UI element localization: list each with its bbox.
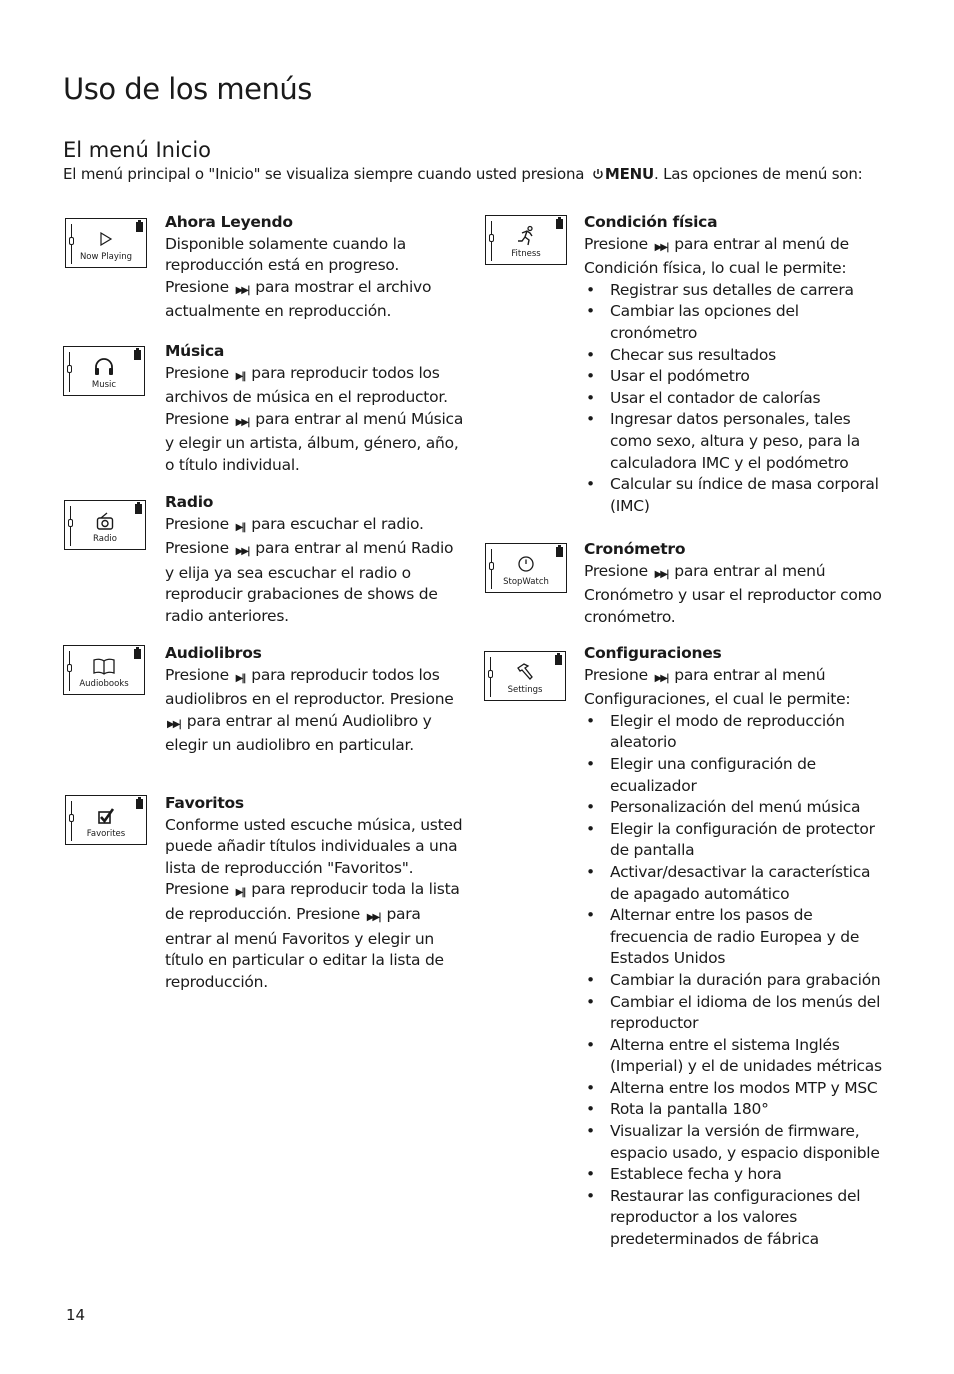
runner-icon xyxy=(486,225,566,247)
radio-text: para entrar al menú Radio y elija ya sea escuchar el radio o reproducir grabaciones de shows de radio anteriores. xyxy=(165,539,454,625)
headphones-icon xyxy=(64,356,144,378)
list-item: • Elegir la configuración de protector de pantalla xyxy=(584,819,884,862)
intro-after: . Las opciones de menú son: xyxy=(653,165,863,183)
favorites-body xyxy=(165,815,465,994)
stopwatch-body xyxy=(584,561,884,629)
settings-heading: Configuraciones xyxy=(584,644,722,662)
clock-icon xyxy=(486,553,566,575)
now-playing-heading: Ahora Leyendo xyxy=(165,213,293,231)
power-icon xyxy=(592,168,604,180)
music-screen-thumbnail xyxy=(63,346,145,396)
skip-forward-icon: ▶▶| xyxy=(654,241,668,253)
skip-forward-icon: ▶▶| xyxy=(235,546,249,558)
fitness-heading: Condición física xyxy=(584,213,718,231)
stopwatch-description xyxy=(584,539,884,628)
skip-forward-icon: ▶▶| xyxy=(366,911,380,923)
skip-forward-icon: ▶▶| xyxy=(235,416,249,428)
favorites-heading: Favoritos xyxy=(165,794,244,812)
screen-label: StopWatch xyxy=(503,577,549,587)
screen-label: Settings xyxy=(507,685,543,695)
intro-text xyxy=(63,164,863,185)
play-pause-icon: ▶|| xyxy=(235,370,245,382)
radio-screen-thumbnail xyxy=(64,500,146,550)
audiobooks-text: Presione xyxy=(165,665,229,684)
list-item: • Restaurar las configuraciones del reproductor a los valores predeterminados de fábrica xyxy=(584,1186,884,1251)
book-icon xyxy=(64,655,144,677)
list-item: • Registrar sus detalles de carrera xyxy=(584,280,884,302)
now-playing-text: Disponible solamente cuando la reproducción está en progreso. Presione xyxy=(165,234,406,296)
now-playing-text: para mostrar el archivo actualmente en reproducción. xyxy=(165,277,432,321)
settings-description xyxy=(584,643,884,1251)
list-item: • Alterna entre el sistema Inglés (Imperial) y el de unidades métricas xyxy=(584,1035,884,1078)
list-item: • Rota la pantalla 180° xyxy=(584,1099,884,1121)
intro-menu-label: MENU xyxy=(604,165,654,183)
list-item: • Cambiar las opciones del cronómetro xyxy=(584,301,884,344)
radio-text: Presione xyxy=(165,514,229,533)
radio-description xyxy=(165,492,465,628)
play-pause-icon: ▶|| xyxy=(235,521,245,533)
play-icon xyxy=(66,228,146,250)
page-number: 14 xyxy=(66,1306,86,1324)
radio-heading: Radio xyxy=(165,493,214,511)
now-playing-description xyxy=(165,212,465,323)
list-item: • Elegir una configuración de ecualizador xyxy=(584,754,884,797)
list-item: • Calcular su índice de masa corporal (IMC) xyxy=(584,474,884,517)
intro-before: El menú principal o "Inicio" se visualiza siempre cuando usted presiona xyxy=(63,165,585,183)
audiobooks-description xyxy=(165,643,465,757)
fitness-description xyxy=(584,212,884,517)
music-text: para entrar al menú Música y elegir un artista, álbum, género, año, o título individual. xyxy=(165,409,464,474)
settings-text: Presione xyxy=(584,665,648,684)
favorites-text: Conforme usted escuche música, usted puede añadir títulos individuales a una lista de reproducción "Favoritos". Presione xyxy=(165,815,463,899)
audiobooks-text: para entrar al menú Audiolibro y elegir un audiolibro en particular. xyxy=(165,711,432,755)
settings-screen-thumbnail xyxy=(484,651,566,701)
settings-options-list xyxy=(584,711,884,1251)
now-playing-screen-thumbnail xyxy=(65,218,147,268)
favorites-text: para entrar al menú Favoritos y elegir un título en particular o editar la lista de reproducción. xyxy=(165,904,444,991)
play-pause-icon: ▶|| xyxy=(235,887,245,899)
settings-text: para entrar al menú Configuraciones, el cual le permite: xyxy=(584,665,851,709)
music-text: Presione xyxy=(165,363,229,382)
skip-forward-icon: ▶▶| xyxy=(235,284,249,296)
stopwatch-screen-thumbnail xyxy=(485,543,567,593)
list-item: • Usar el contador de calorías xyxy=(584,388,884,410)
radio-text: para escuchar el radio. Presione xyxy=(165,514,424,558)
list-item: • Cambiar el idioma de los menús del reproductor xyxy=(584,992,884,1035)
list-item: • Checar sus resultados xyxy=(584,345,884,367)
screen-label: Now Playing xyxy=(79,252,133,262)
fitness-text: para entrar al menú de Condición física, lo cual le permite: xyxy=(584,234,849,278)
list-item: • Activar/desactivar la característica de apagado automático xyxy=(584,862,884,905)
screen-label: Music xyxy=(91,380,117,390)
list-item: • Establece fecha y hora xyxy=(584,1164,884,1186)
radio-body xyxy=(165,514,465,628)
section-title: El menú Inicio xyxy=(63,138,212,162)
hammer-icon xyxy=(485,661,565,683)
music-heading: Música xyxy=(165,342,225,360)
screen-label: Fitness xyxy=(511,249,541,259)
music-text: para reproducir todos los archivos de música en el reproductor. Presione xyxy=(165,363,448,428)
skip-forward-icon: ▶▶| xyxy=(167,718,181,730)
screen-label: Favorites xyxy=(86,829,126,839)
list-item: • Alternar entre los pasos de frecuencia de radio Europea y de Estados Unidos xyxy=(584,905,884,970)
stopwatch-text: para entrar al menú Cronómetro y usar el reproductor como cronómetro. xyxy=(584,561,882,626)
favorites-screen-thumbnail xyxy=(65,795,147,845)
stopwatch-heading: Cronómetro xyxy=(584,540,686,558)
list-item: • Usar el podómetro xyxy=(584,366,884,388)
fitness-body xyxy=(584,234,884,280)
skip-forward-icon: ▶▶| xyxy=(654,568,668,580)
settings-body xyxy=(584,665,884,711)
now-playing-body xyxy=(165,234,465,323)
list-item: • Cambiar la duración para grabación xyxy=(584,970,884,992)
screen-label: Radio xyxy=(93,534,117,544)
screen-label: Audiobooks xyxy=(79,679,129,689)
music-body xyxy=(165,363,465,477)
stopwatch-text: Presione xyxy=(584,561,648,580)
checkbox-check-icon xyxy=(66,805,146,827)
list-item: • Ingresar datos personales, tales como sexo, altura y peso, para la calculadora IMC y el podómetro xyxy=(584,409,884,474)
fitness-screen-thumbnail xyxy=(485,215,567,265)
audiobooks-heading: Audiolibros xyxy=(165,644,262,662)
fitness-options-list xyxy=(584,280,884,518)
list-item: • Visualizar la versión de firmware, espacio usado, y espacio disponible xyxy=(584,1121,884,1164)
music-description xyxy=(165,341,465,477)
list-item: • Elegir el modo de reproducción aleatorio xyxy=(584,711,884,754)
audiobooks-body xyxy=(165,665,465,757)
radio-icon xyxy=(65,510,145,532)
list-item: • Alterna entre los modos MTP y MSC xyxy=(584,1078,884,1100)
favorites-text: para reproducir toda la lista de reproducción. Presione xyxy=(165,880,460,923)
page-title: Uso de los menús xyxy=(63,72,312,106)
audiobooks-text: para reproducir todos los audiolibros en el reproductor. Presione xyxy=(165,665,454,709)
skip-forward-icon: ▶▶| xyxy=(654,672,668,684)
favorites-description xyxy=(165,793,465,993)
list-item: • Personalización del menú música xyxy=(584,797,884,819)
fitness-text: Presione xyxy=(584,234,648,253)
audiobooks-screen-thumbnail xyxy=(63,645,145,695)
play-pause-icon: ▶|| xyxy=(235,672,245,684)
